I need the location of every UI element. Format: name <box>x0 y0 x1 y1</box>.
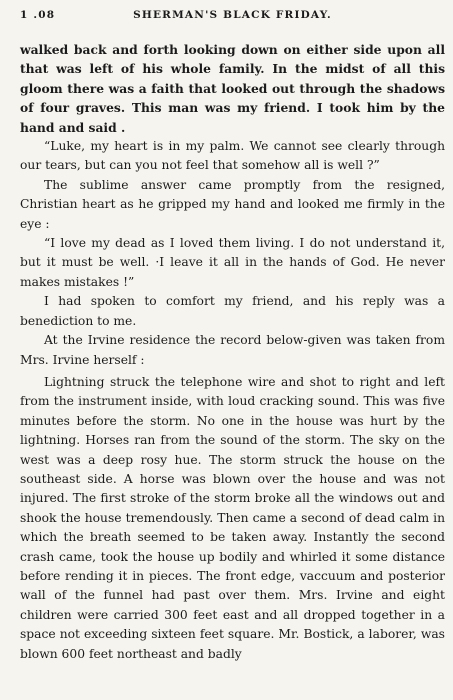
paragraph-irvine-intro: At the Irvine residence the record below-given was taken from Mrs. Irvine herself : <box>20 333 445 367</box>
paragraph-irvine-record: Lightning struck the telephone wire and shot to right and left from the instrument inside, with loud cracking sound. This was five minutes before the storm. No one in the house was hurt by the lightning. Horses ran from the sound of the storm. The sky on the west was a deep rosy hue. The storm struck the house on the southeast side. A horse was blown over the house and was not injured. The first stroke of the storm broke all the windows out and shook the house tremendously. Then came a second of dead calm in which the breath seemed to be taken away. Instantly the second crash came, took the house up bodily and whirled it some distance before rending it in pieces. The front edge, vaccuum and posterior wall of the funnel had past over them. Mrs. Irvine and eight children were carried 300 feet east and all dropped together in a space not exceeding sixteen feet square. Mr. Bostick, a laborer, was blown 600 feet northeast and badly <box>20 374 445 661</box>
paragraph-continuation: walked back and forth looking down on either side upon all that was left of his whole family. In the midst of all this gloom there was a faith that looked out through the shadows of four graves. This man was my friend. I took him by the hand and said . <box>20 42 445 135</box>
paragraph-sublime-answer: The sublime answer came promptly from the resigned, Christian heart as he gripped my hand and looked me firmly in the eye : <box>20 177 445 231</box>
page-number: 1 .08 <box>20 9 56 21</box>
paragraph-quote-question: “Luke, my heart is in my palm. We cannot see clearly through our tears, but can you not feel that somehow all is well ?” <box>20 139 445 173</box>
paragraph-quote-answer: “I love my dead as I loved them living. I do not understand it, but it must be well. ·I leave it all in the hands of God. He never makes mistakes !” <box>20 236 445 289</box>
running-head: SHERMAN'S BLACK FRIDAY. <box>133 9 332 21</box>
body-text <box>20 40 445 664</box>
paragraph-benediction: I had spoken to comfort my friend, and his reply was a benediction to me. <box>20 294 445 328</box>
page-header <box>20 0 445 40</box>
